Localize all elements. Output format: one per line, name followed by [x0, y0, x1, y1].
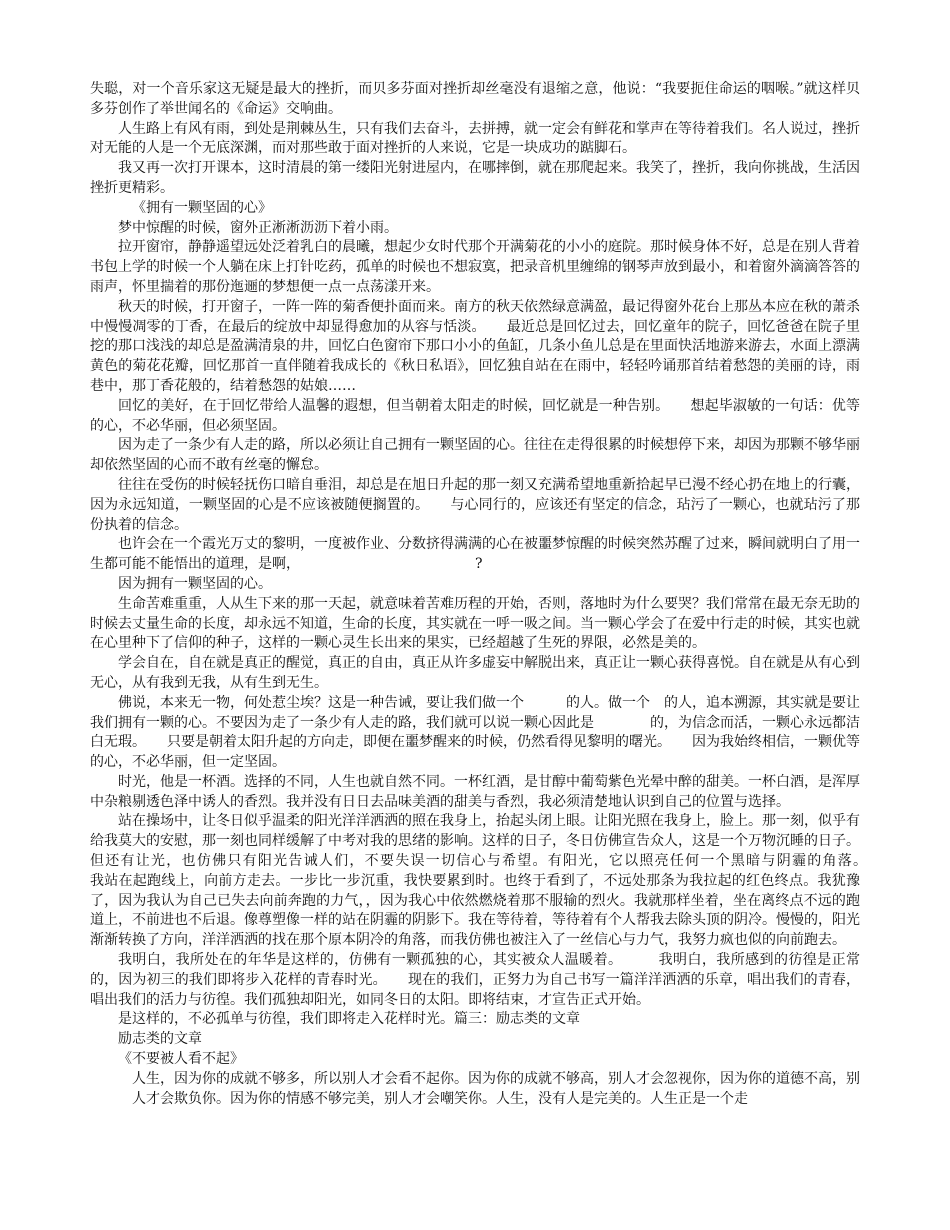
paragraph: 梦中惊醒的时候，窗外正淅淅沥沥下着小雨。	[118, 219, 398, 236]
document-page	[90, 80, 916, 1109]
paragraph: 站在操场中，让冬日似乎温柔的阳光洋洋洒洒的照在我身上，抬起头闭上眼。让阳光照在我身上，脸上。那一刻，似乎有给我莫大的安慰，那一刻也同样缓解了中考对我的思绪的影响。这样的日子，冬日仿佛宣告众人，这是一个万物沉睡的日子。但还有让光，也仿佛只有阳光告诫人们，不要失误一切信心与希望。有阳光，它以照亮任何一个黑暗与阴霾的角落。 我站在起跑线上，向前方走去。一步比一步沉重，我快要累到时。也终于看到了，不远处那条为我拉起的红色终点。我犹豫了，因为我认为自己已失去向前奔跑的力气，，因为我心中依然燃烧着那不服输的烈火。我就那样坐着，坐在离终点不远的跑道上，不前进也不后退。像尊塑像一样的站在阴霾的阴影下。我在等待着，等待着有个人帮我去除头顶的阴冷。慢慢的，阳光渐渐转换了方向，洋洋洒洒的找在那个原本阴冷的角落，而我仿佛也被注入了一丝信心与力气，我努力疯也似的向前跑去。	[90, 813, 916, 949]
paragraph: 拉开窗帘，静静遥望远处泛着乳白的晨曦，想起少女时代那个开满菊花的小小的庭院。那时候身体不好，总是在别人背着书包上学的时候一个人躺在床上打针吃药，孤单的时候也不想寂寞，把录音机里缠绵的钢琴声放到最小，和着窗外滴滴答答的雨声，怀里揣着的那份迤逦的梦想便一点一点荡漾开来。	[90, 239, 860, 295]
paragraph: 励志类的文章	[118, 1031, 202, 1048]
paragraph: 因为走了一条少有人走的路，所以必须让自己拥有一颗坚固的心。往往在走得很累的时候想停下来，却因为那颗不够华丽却依然坚固的心而不敢有丝毫的懈怠。	[90, 437, 860, 474]
paragraph: 学会自在，自在就是真正的醒觉，真正的自由，真正从许多虚妄中解脱出来，真正让一颗心获得喜悦。自在就是从有心到无心，从有我到无我，从有生到无生。	[90, 655, 860, 691]
article-title: 《拥有一颗坚固的心》	[132, 199, 272, 216]
paragraph: 《不要被人看不起》	[118, 1051, 244, 1068]
paragraph: 往往在受伤的时候轻抚伤口暗自垂泪，却总是在旭日升起的那一刻又充满希望地重新拾起早已漫不经心扔在地上的行囊，因为永远知道，一颗坚固的心是不应该被随便搁置的。 与心同行的，应该还有坚定的信念，玷污了一颗心，也就玷污了那份执着的信念。	[90, 476, 860, 533]
paragraph: 人生路上有风有雨，到处是荆棘丛生，只有我们去奋斗，去拼搏，就一定会有鲜花和掌声在等待着我们。名人说过，挫折对无能的人是一个无底深渊，而对那些敢于面对挫折的人来说，它是一块成功的踮脚石。	[90, 120, 860, 157]
paragraph: 是这样的，不必孤单与彷徨，我们即将走入花样时光。篇三：励志类的文章	[118, 1011, 580, 1028]
paragraph: 生命苦难重重，人从生下来的那一天起，就意味着苦难历程的开始，否则，落地时为什么要哭？我们常常在最无奈无助的时候去丈量生命的长度，却永远不知道，生命的长度，其实就在一呼一吸之间。当一颗心学会了在爱中行走的时候，其实也就在心里种下了信仰的种子，这样的一颗心灵生长出来的果实，已经超越了生死的界限，必然是美的。	[90, 595, 860, 652]
paragraph: 佛说，本来无一物，何处惹尘埃？这是一种告诫，要让我们做一个 的人。做一个 的人，追本溯源，其实就是要让我们拥有一颗的心。不要因为走了一条少有人走的路，我们就可以说一颗心因此是 的，为信念而活，一颗心永远都洁白无瑕。 只要是朝着太阳升起的方向走，即便在噩梦醒来的时候，仍然看得见黎明的曙光。 因为我始终相信，一颗优等的心，不必华丽，但一定坚固。	[90, 694, 860, 771]
paragraph: 失聪，对一个音乐家这无疑是最大的挫折，而贝多芬面对挫折却丝毫没有退缩之意，他说：“我要扼住命运的咽喉。”就这样贝多芬创作了举世闻名的《命运》交响曲。	[90, 81, 860, 117]
paragraph: 我又再一次打开课本，这时清晨的第一缕阳光射进屋内，在哪摔倒，就在那爬起来。我笑了，挫折，我向你挑战，生活因挫折更精彩。	[90, 160, 860, 196]
paragraph: 回忆的美好，在于回忆带给人温馨的遐想，但当朝着太阳走的时候，回忆就是一种告别。 想起毕淑敏的一句话：优等的心，不必华丽，但必须坚固。	[90, 397, 860, 434]
article-title: 人生，因为你的成就不够多，所以别人才会看不起你。因为你的成就不够高，别人才会忽视你，因为你的道德不高，别人才会欺负你。因为你的情感不够完美，别人才会嘲笑你。人生，没有人是完美的。人生正是一个走	[132, 1070, 860, 1107]
paragraph: 时光，他是一杯酒。选择的不同，人生也就自然不同。一杯红酒，是甘醇中葡萄紫色光晕中醉的甜美。一杯白酒，是浑厚中杂粮剔透色泽中诱人的香烈。我并没有日日去品味美酒的甜美与香烈，我必须清楚地认识到自己的位置与选择。	[90, 773, 860, 810]
paragraph: 我明白，我所处在的年华是这样的，仿佛有一颗孤独的心，其实被众人温暖着。 我明白，我所感到的彷徨是正常的，因为初三的我们即将步入花样的青春时光。 现在的我们，正努力为自己书写一篇洋洋洒洒的乐章，唱出我们的青春，唱出我们的活力与彷徨。我们孤独却阳光，如同冬日的太阳。即将结束，才宣告正式开始。	[90, 952, 860, 1008]
paragraph: 秋天的时候，打开窗子，一阵一阵的菊香便扑面而来。南方的秋天依然绿意满盈，最记得窗外花台上那丛本应在秋的萧杀中慢慢凋零的丁香，在最后的绽放中却显得愈加的从容与恬淡。 最近总是回忆过去，回忆童年的院子，回忆爸爸在院子里挖的那口浅浅的却总是盈满清泉的井，回忆白色窗帘下那口小小的鱼缸，几条小鱼儿总是在里面快活地游来游去，水面上漂满黄色的菊花花瓣，回忆那首一直伴随着我成长的《秋日私语》，回忆独自站在在雨中，轻轻吟诵那首结着愁怨的美丽的诗，雨巷中，那丁香花般的，结着愁怨的姑娘……	[90, 298, 860, 394]
paragraph: 因为拥有一颗坚固的心。	[118, 575, 272, 592]
paragraph: 也许会在一个霞光万丈的黎明，一度被作业、分数挤得满满的心在被噩梦惊醒的时候突然苏醒了过来，瞬间就明白了用一生都可能不能悟出的道理，是啊， ?	[90, 536, 860, 573]
